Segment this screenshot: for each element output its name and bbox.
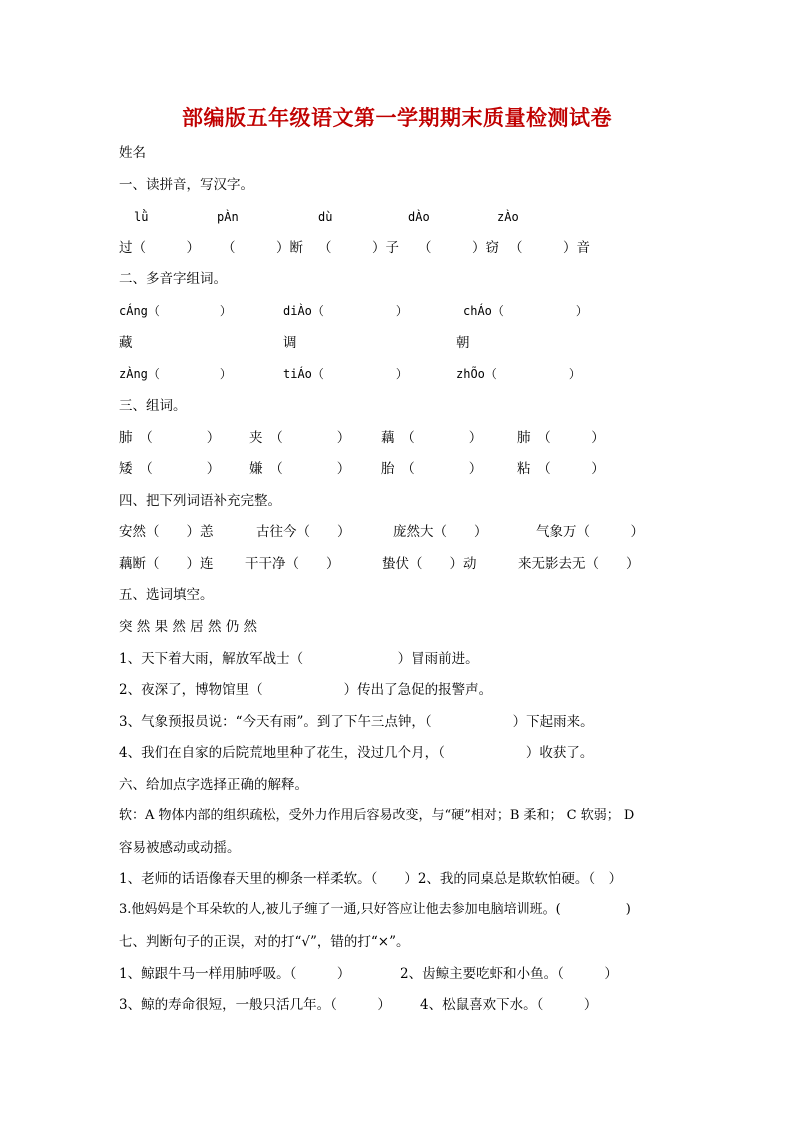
word-group-4: 肺 （ ） bbox=[517, 430, 605, 446]
idiom-6: 干干净（ ） bbox=[245, 556, 340, 572]
word-group-2: 夹 （ ） bbox=[249, 430, 351, 446]
hanzi-item-2: （ ）断 bbox=[222, 240, 303, 256]
idiom-7: 蛰伏（ ）动 bbox=[382, 556, 477, 572]
polyphone-char-3: 朝 bbox=[456, 335, 470, 351]
section-7-heading: 七、判断句子的正误，对的打“√”，错的打“×”。 bbox=[119, 934, 410, 950]
section-4-heading: 四、把下列词语补充完整。 bbox=[119, 493, 281, 509]
idiom-1: 安然（ ）恙 bbox=[119, 524, 214, 540]
idiom-3: 庞然大（ ） bbox=[393, 524, 488, 540]
idiom-row-2 bbox=[0, 554, 794, 574]
hanzi-item-1: 过（ ） bbox=[119, 240, 200, 256]
polyphone-3b: zhÕo（ ） bbox=[456, 367, 581, 381]
polyphone-char-1: 藏 bbox=[119, 335, 133, 351]
word-group-row-2 bbox=[0, 459, 794, 479]
idiom-2: 古往今（ ） bbox=[256, 524, 351, 540]
idiom-row-1 bbox=[0, 522, 794, 542]
hanzi-item-4: （ ）窃 bbox=[418, 240, 499, 256]
section-6-heading: 六、给加点字选择正确的解释。 bbox=[119, 777, 308, 793]
judge-question-3: 3、鲸的寿命很短，一般只活几年。（ ） bbox=[119, 997, 391, 1013]
section-3-heading: 三、组词。 bbox=[119, 398, 187, 414]
section-1-heading: 一、读拼音，写汉字。 bbox=[119, 177, 254, 193]
pinyin-row bbox=[0, 207, 794, 227]
fill-question-3: 3、气象预报员说：“今天有雨”。到了下午三点钟，（ ）下起雨来。 bbox=[119, 714, 594, 730]
judge-row-1 bbox=[0, 964, 794, 984]
pinyin-1: lǜ bbox=[134, 210, 149, 224]
section-5-heading: 五、选词填空。 bbox=[119, 587, 214, 603]
word-group-3: 藕 （ ） bbox=[381, 430, 483, 446]
polyphone-row-1 bbox=[0, 301, 794, 321]
hanzi-item-3: （ ）子 bbox=[318, 240, 399, 256]
fill-question-1: 1、天下着大雨，解放军战士（ ）冒雨前进。 bbox=[119, 651, 479, 667]
word-group-7: 胎 （ ） bbox=[381, 461, 483, 477]
word-group-6: 嫌 （ ） bbox=[249, 461, 351, 477]
judge-question-4: 4、松鼠喜欢下水。（ ） bbox=[420, 997, 598, 1013]
name-label: 姓名 bbox=[119, 145, 146, 161]
page-title: 部编版五年级语文第一学期期末质量检测试卷 bbox=[182, 105, 612, 130]
idiom-8: 来无影去无（ ） bbox=[518, 556, 640, 572]
meaning-question-3: 3.他妈妈是个耳朵软的人,被儿子缠了一通,只好答应让他去参加电脑培训班。( ) bbox=[119, 902, 631, 917]
fill-question-2: 2、夜深了，博物馆里（ ）传出了急促的报警声。 bbox=[119, 682, 493, 698]
section-2-heading: 二、多音字组词。 bbox=[119, 271, 227, 287]
word-bank: 突 然 果 然 居 然 仍 然 bbox=[119, 619, 258, 635]
word-group-row-1 bbox=[0, 428, 794, 448]
polyphone-3a: chÁo（ ） bbox=[463, 304, 588, 318]
polyphone-2b: tiÁo（ ） bbox=[283, 367, 408, 381]
pinyin-3: dù bbox=[318, 210, 333, 224]
meaning-questions-1: 1、老师的话语像春天里的柳条一样柔软。（ ）2、我的同桌总是欺软怕硬。（ ） bbox=[119, 871, 623, 887]
polyphone-char-row bbox=[0, 333, 794, 353]
word-group-5: 矮 （ ） bbox=[119, 461, 221, 477]
pinyin-5: zÀo bbox=[497, 210, 519, 224]
word-group-8: 粘 （ ） bbox=[517, 461, 605, 477]
pinyin-2: pÀn bbox=[217, 210, 239, 224]
polyphone-char-2: 调 bbox=[283, 335, 297, 351]
judge-question-2: 2、齿鲸主要吃虾和小鱼。（ ） bbox=[400, 966, 618, 982]
hanzi-item-5: （ ）音 bbox=[509, 240, 590, 256]
polyphone-2a: diÀo（ ） bbox=[283, 304, 408, 318]
word-group-1: 肺 （ ） bbox=[119, 430, 221, 446]
fill-question-4: 4、我们在自家的后院荒地里种了花生，没过几个月，（ ）收获了。 bbox=[119, 745, 594, 761]
polyphone-1b: zÀng（ ） bbox=[119, 367, 232, 381]
definition-line-2: 容易被感动或动摇。 bbox=[119, 840, 241, 856]
polyphone-row-2 bbox=[0, 364, 794, 384]
idiom-5: 藕断（ ）连 bbox=[119, 556, 214, 572]
definition-line-1: 软：A 物体内部的组织疏松，受外力作用后容易改变，与“硬”相对；B 柔和； C 软弱； D bbox=[119, 808, 635, 823]
hanzi-row bbox=[0, 238, 794, 258]
judge-row-2 bbox=[0, 995, 794, 1015]
polyphone-1a: cÁng（ ） bbox=[119, 304, 232, 318]
pinyin-4: dÀo bbox=[408, 210, 430, 224]
judge-question-1: 1、鲸跟牛马一样用肺呼吸。（ ） bbox=[119, 966, 351, 982]
idiom-4: 气象万（ ） bbox=[536, 524, 644, 540]
